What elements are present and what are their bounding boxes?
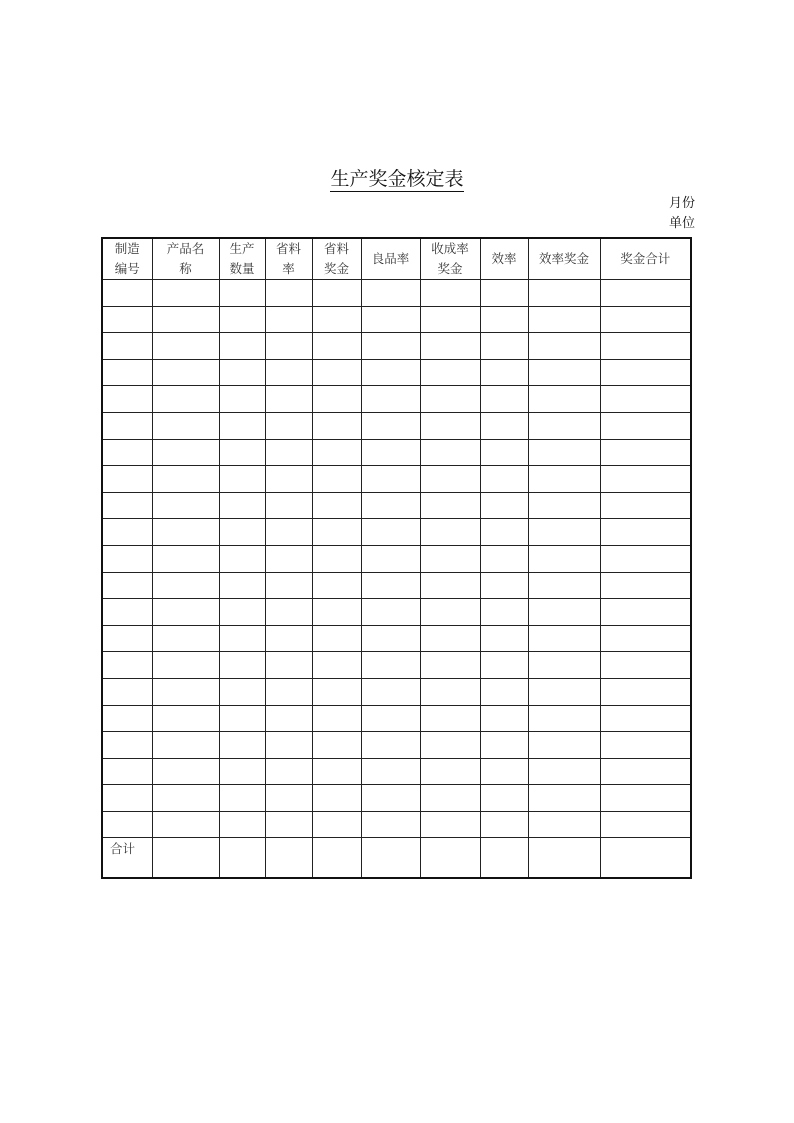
table-cell[interactable] <box>102 732 152 759</box>
table-cell[interactable] <box>152 359 219 386</box>
table-cell[interactable] <box>420 599 480 626</box>
table-cell[interactable] <box>480 599 528 626</box>
table-cell[interactable] <box>219 439 265 466</box>
table-cell[interactable] <box>102 785 152 812</box>
bonus-table <box>101 237 692 879</box>
table-cell[interactable] <box>361 412 420 439</box>
table-cell[interactable] <box>480 386 528 413</box>
table-cell[interactable] <box>219 519 265 546</box>
table-cell[interactable] <box>528 333 600 360</box>
table-cell[interactable] <box>420 439 480 466</box>
table-cell[interactable] <box>361 519 420 546</box>
table-cell[interactable] <box>312 705 361 732</box>
table-cell[interactable] <box>219 838 265 879</box>
table-cell[interactable] <box>480 705 528 732</box>
table-cell[interactable] <box>361 811 420 838</box>
table-cell[interactable] <box>312 466 361 493</box>
table-cell[interactable] <box>102 492 152 519</box>
table-cell[interactable] <box>152 492 219 519</box>
table-cell[interactable] <box>480 492 528 519</box>
header-line: 收成率 <box>431 241 469 256</box>
table-cell[interactable] <box>361 599 420 626</box>
table-cell[interactable] <box>152 705 219 732</box>
table-cell[interactable] <box>528 545 600 572</box>
table-row <box>102 306 691 333</box>
table-cell[interactable] <box>361 758 420 785</box>
table-cell[interactable] <box>152 599 219 626</box>
table-cell[interactable] <box>600 625 691 652</box>
table-cell[interactable] <box>361 838 420 879</box>
table-cell[interactable] <box>361 333 420 360</box>
table-cell[interactable] <box>265 359 312 386</box>
table-cell[interactable] <box>265 492 312 519</box>
table-cell[interactable] <box>600 333 691 360</box>
table-cell[interactable] <box>480 785 528 812</box>
header-line: 称 <box>179 261 192 276</box>
table-cell[interactable] <box>102 359 152 386</box>
table-row <box>102 359 691 386</box>
table-cell[interactable] <box>102 705 152 732</box>
table-cell[interactable] <box>265 466 312 493</box>
total-label: 合计 <box>102 838 152 879</box>
header-line: 省料 <box>323 241 349 256</box>
table-cell[interactable] <box>265 732 312 759</box>
table-cell[interactable] <box>528 306 600 333</box>
header-cell <box>152 238 219 280</box>
table-cell[interactable] <box>219 545 265 572</box>
header-line: 奖金合计 <box>620 251 671 266</box>
table-cell[interactable] <box>420 785 480 812</box>
table-cell[interactable] <box>219 599 265 626</box>
table-cell[interactable] <box>600 412 691 439</box>
table-cell[interactable] <box>312 306 361 333</box>
header-cell <box>420 238 480 280</box>
table-cell[interactable] <box>219 678 265 705</box>
table-cell[interactable] <box>528 785 600 812</box>
header-line: 产品名 <box>166 241 205 256</box>
table-cell[interactable] <box>361 705 420 732</box>
table-cell[interactable] <box>600 545 691 572</box>
table-cell[interactable] <box>312 652 361 679</box>
table-row <box>102 439 691 466</box>
table-cell[interactable] <box>312 678 361 705</box>
table-cell[interactable] <box>312 359 361 386</box>
table-cell[interactable] <box>102 599 152 626</box>
table-cell[interactable] <box>265 625 312 652</box>
table-cell[interactable] <box>219 785 265 812</box>
table-cell[interactable] <box>361 545 420 572</box>
table-cell[interactable] <box>152 625 219 652</box>
table-row <box>102 280 691 307</box>
table-cell[interactable] <box>152 652 219 679</box>
table-cell[interactable] <box>265 545 312 572</box>
table-row <box>102 545 691 572</box>
table-cell[interactable] <box>361 359 420 386</box>
table-cell[interactable] <box>420 519 480 546</box>
table-row <box>102 758 691 785</box>
table-cell[interactable] <box>312 625 361 652</box>
table-cell[interactable] <box>152 785 219 812</box>
table-cell[interactable] <box>480 439 528 466</box>
table-cell[interactable] <box>528 412 600 439</box>
table-cell[interactable] <box>152 519 219 546</box>
table-cell[interactable] <box>312 333 361 360</box>
table-cell[interactable] <box>420 705 480 732</box>
table-row <box>102 386 691 413</box>
table-cell[interactable] <box>102 439 152 466</box>
table-cell[interactable] <box>265 758 312 785</box>
header-cell <box>312 238 361 280</box>
table-cell[interactable] <box>420 333 480 360</box>
table-cell[interactable] <box>600 572 691 599</box>
table-cell[interactable] <box>361 732 420 759</box>
table-cell[interactable] <box>528 758 600 785</box>
table-cell[interactable] <box>102 758 152 785</box>
table-cell[interactable] <box>102 412 152 439</box>
table-cell[interactable] <box>152 386 219 413</box>
table-row <box>102 412 691 439</box>
table-cell[interactable] <box>600 359 691 386</box>
table-cell[interactable] <box>420 466 480 493</box>
table-cell[interactable] <box>265 785 312 812</box>
table-cell[interactable] <box>102 519 152 546</box>
header-line: 省料 <box>275 241 301 256</box>
table-cell[interactable] <box>420 625 480 652</box>
header-cell <box>265 238 312 280</box>
table-cell[interactable] <box>600 466 691 493</box>
table-cell[interactable] <box>102 625 152 652</box>
header-cell <box>480 238 528 280</box>
table-row <box>102 732 691 759</box>
table-cell[interactable] <box>480 652 528 679</box>
table-cell[interactable] <box>312 412 361 439</box>
table-cell[interactable] <box>219 333 265 360</box>
table-cell[interactable] <box>219 732 265 759</box>
table-cell[interactable] <box>102 466 152 493</box>
table-cell[interactable] <box>480 838 528 879</box>
table-cell[interactable] <box>265 519 312 546</box>
table-cell[interactable] <box>528 652 600 679</box>
table-cell[interactable] <box>420 280 480 307</box>
table-cell[interactable] <box>265 280 312 307</box>
table-row <box>102 519 691 546</box>
table-cell[interactable] <box>528 838 600 879</box>
table-cell[interactable] <box>528 811 600 838</box>
table-cell[interactable] <box>480 732 528 759</box>
table-cell[interactable] <box>102 333 152 360</box>
table-cell[interactable] <box>600 678 691 705</box>
table-cell[interactable] <box>265 678 312 705</box>
total-row <box>102 838 691 879</box>
table-cell[interactable] <box>152 333 219 360</box>
table-cell[interactable] <box>219 280 265 307</box>
table-cell[interactable] <box>420 732 480 759</box>
table-cell[interactable] <box>420 652 480 679</box>
table-cell[interactable] <box>528 492 600 519</box>
table-cell[interactable] <box>152 811 219 838</box>
table-body <box>102 280 691 838</box>
table-row <box>102 705 691 732</box>
header-cell <box>219 238 265 280</box>
table-cell[interactable] <box>265 811 312 838</box>
table-cell[interactable] <box>600 280 691 307</box>
table-row <box>102 811 691 838</box>
table-cell[interactable] <box>528 625 600 652</box>
table-cell[interactable] <box>102 652 152 679</box>
header-line: 奖金 <box>437 261 463 276</box>
table-cell[interactable] <box>528 732 600 759</box>
header-line: 效率 <box>491 251 517 266</box>
table-cell[interactable] <box>600 732 691 759</box>
table-cell[interactable] <box>600 838 691 879</box>
table-cell[interactable] <box>420 838 480 879</box>
table-cell[interactable] <box>312 439 361 466</box>
table-cell[interactable] <box>361 306 420 333</box>
table-cell[interactable] <box>152 412 219 439</box>
table-cell[interactable] <box>480 412 528 439</box>
table-cell[interactable] <box>420 359 480 386</box>
table-cell[interactable] <box>600 386 691 413</box>
header-line: 数量 <box>229 261 255 276</box>
table-cell[interactable] <box>152 306 219 333</box>
table-row <box>102 678 691 705</box>
table-cell[interactable] <box>420 678 480 705</box>
table-cell[interactable] <box>528 678 600 705</box>
table-cell[interactable] <box>312 545 361 572</box>
table-cell[interactable] <box>600 758 691 785</box>
table-cell[interactable] <box>420 811 480 838</box>
table-cell[interactable] <box>219 811 265 838</box>
table-cell[interactable] <box>528 599 600 626</box>
table-row <box>102 572 691 599</box>
table-cell[interactable] <box>600 439 691 466</box>
header-cell <box>600 238 691 280</box>
table-cell[interactable] <box>219 758 265 785</box>
table-cell[interactable] <box>152 838 219 879</box>
table-row <box>102 466 691 493</box>
table-cell[interactable] <box>219 572 265 599</box>
table-cell[interactable] <box>102 280 152 307</box>
table-cell[interactable] <box>480 333 528 360</box>
table-cell[interactable] <box>312 838 361 879</box>
table-cell[interactable] <box>420 492 480 519</box>
table-cell[interactable] <box>361 280 420 307</box>
table-cell[interactable] <box>312 386 361 413</box>
table-cell[interactable] <box>152 280 219 307</box>
table-cell[interactable] <box>420 758 480 785</box>
header-line: 制造 <box>114 241 140 256</box>
table-row <box>102 652 691 679</box>
table-cell[interactable] <box>528 386 600 413</box>
table-cell[interactable] <box>480 758 528 785</box>
table-row <box>102 492 691 519</box>
table-cell[interactable] <box>102 545 152 572</box>
table-cell[interactable] <box>219 412 265 439</box>
table-cell[interactable] <box>265 838 312 879</box>
table-cell[interactable] <box>480 545 528 572</box>
table-cell[interactable] <box>600 599 691 626</box>
table-cell[interactable] <box>102 386 152 413</box>
table-cell[interactable] <box>480 811 528 838</box>
table-cell[interactable] <box>528 466 600 493</box>
table-cell[interactable] <box>361 386 420 413</box>
table-cell[interactable] <box>420 386 480 413</box>
table-cell[interactable] <box>480 572 528 599</box>
table-cell[interactable] <box>480 678 528 705</box>
table-cell[interactable] <box>312 811 361 838</box>
table-cell[interactable] <box>219 359 265 386</box>
table-cell[interactable] <box>420 545 480 572</box>
unit-label: 单位 <box>668 216 695 231</box>
table-cell[interactable] <box>265 412 312 439</box>
table-cell[interactable] <box>265 333 312 360</box>
table-cell[interactable] <box>420 412 480 439</box>
table-cell[interactable] <box>152 466 219 493</box>
table-cell[interactable] <box>312 519 361 546</box>
table-cell[interactable] <box>152 545 219 572</box>
table-cell[interactable] <box>600 705 691 732</box>
document-title-text: 生产奖金核定表 <box>330 168 464 190</box>
table-cell[interactable] <box>600 306 691 333</box>
table-cell[interactable] <box>152 678 219 705</box>
table-cell[interactable] <box>361 439 420 466</box>
table-cell[interactable] <box>312 732 361 759</box>
table-cell[interactable] <box>361 492 420 519</box>
table-cell[interactable] <box>528 439 600 466</box>
table-cell[interactable] <box>265 386 312 413</box>
table-cell[interactable] <box>102 811 152 838</box>
table-cell[interactable] <box>361 785 420 812</box>
table-cell[interactable] <box>265 599 312 626</box>
table-row <box>102 599 691 626</box>
header-row <box>102 238 691 280</box>
table-cell[interactable] <box>361 572 420 599</box>
header-line: 良品率 <box>371 251 410 266</box>
header-line: 效率奖金 <box>538 251 589 266</box>
table-cell[interactable] <box>480 519 528 546</box>
table-cell[interactable] <box>420 306 480 333</box>
table-cell[interactable] <box>480 359 528 386</box>
table-cell[interactable] <box>600 492 691 519</box>
table-cell[interactable] <box>312 599 361 626</box>
table-cell[interactable] <box>219 625 265 652</box>
table-row <box>102 785 691 812</box>
table-cell[interactable] <box>361 625 420 652</box>
table-cell[interactable] <box>102 306 152 333</box>
table-cell[interactable] <box>265 572 312 599</box>
table-cell[interactable] <box>312 280 361 307</box>
header-cell <box>102 238 152 280</box>
table-cell[interactable] <box>480 625 528 652</box>
table-cell[interactable] <box>528 519 600 546</box>
table-cell[interactable] <box>600 519 691 546</box>
table-cell[interactable] <box>312 758 361 785</box>
table-cell[interactable] <box>600 652 691 679</box>
header-line: 生产 <box>229 241 255 256</box>
table-cell[interactable] <box>528 359 600 386</box>
table-cell[interactable] <box>480 306 528 333</box>
table-cell[interactable] <box>600 811 691 838</box>
table-cell[interactable] <box>480 466 528 493</box>
table-cell[interactable] <box>219 466 265 493</box>
table-cell[interactable] <box>480 280 528 307</box>
document-title <box>0 166 794 192</box>
table-cell[interactable] <box>152 439 219 466</box>
table-cell[interactable] <box>361 678 420 705</box>
table-cell[interactable] <box>265 439 312 466</box>
table-cell[interactable] <box>219 306 265 333</box>
table-cell[interactable] <box>152 758 219 785</box>
table-cell[interactable] <box>361 466 420 493</box>
table-cell[interactable] <box>102 678 152 705</box>
table-cell[interactable] <box>219 492 265 519</box>
month-label: 月份 <box>668 196 695 211</box>
header-line: 编号 <box>114 261 140 276</box>
table-cell[interactable] <box>312 572 361 599</box>
table-cell[interactable] <box>312 492 361 519</box>
table-cell[interactable] <box>102 572 152 599</box>
table-cell[interactable] <box>265 705 312 732</box>
table-cell[interactable] <box>528 705 600 732</box>
table-cell[interactable] <box>600 785 691 812</box>
table-cell[interactable] <box>361 652 420 679</box>
table-cell[interactable] <box>312 785 361 812</box>
header-cell <box>528 238 600 280</box>
table-cell[interactable] <box>265 306 312 333</box>
table-cell[interactable] <box>528 280 600 307</box>
table-cell[interactable] <box>265 652 312 679</box>
table-cell[interactable] <box>219 705 265 732</box>
header-line: 奖金 <box>323 261 349 276</box>
table-cell[interactable] <box>152 572 219 599</box>
table-cell[interactable] <box>152 732 219 759</box>
table-cell[interactable] <box>528 572 600 599</box>
table-cell[interactable] <box>420 572 480 599</box>
header-line: 率 <box>282 261 295 276</box>
table-cell[interactable] <box>219 386 265 413</box>
table-cell[interactable] <box>219 652 265 679</box>
header-cell <box>361 238 420 280</box>
table-row <box>102 625 691 652</box>
table-row <box>102 333 691 360</box>
